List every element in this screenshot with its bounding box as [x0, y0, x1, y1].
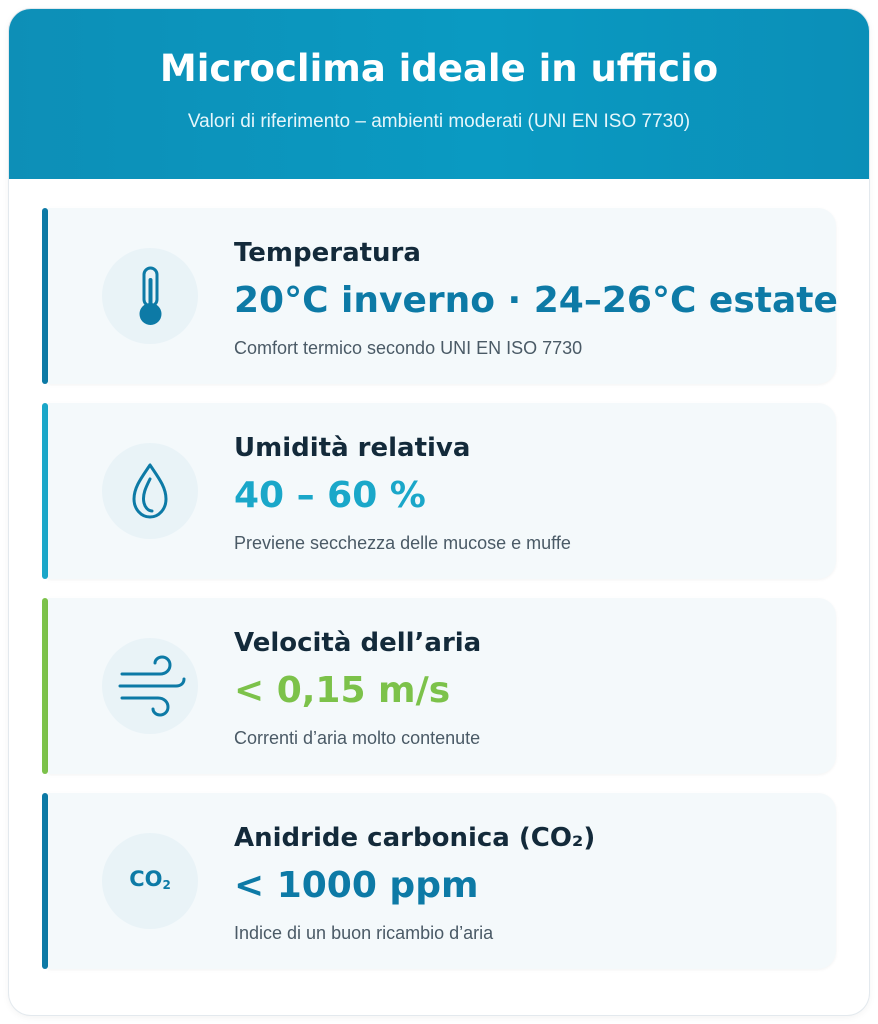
icon-badge — [102, 638, 198, 734]
item-value: < 0,15 m/s — [234, 670, 451, 711]
item-note: Correnti d’aria molto contenute — [234, 728, 481, 748]
item-velocita-aria — [42, 598, 836, 774]
info-card — [9, 9, 869, 1015]
item-label: Umidità relativa — [234, 433, 471, 463]
co2-icon-text: CO — [129, 867, 163, 891]
item-panel — [48, 208, 836, 384]
page-subtitle: Valori di riferimento – ambienti moderati (UNI EN ISO 7730) — [187, 111, 691, 132]
item-temperatura — [42, 208, 836, 384]
icon-badge — [102, 443, 198, 539]
header — [9, 9, 869, 179]
item-panel — [48, 403, 836, 579]
item-panel — [48, 598, 836, 774]
item-value: 20°C inverno · 24–26°C estate — [234, 280, 838, 321]
item-label: Temperatura — [234, 238, 421, 268]
item-umidita — [42, 403, 836, 579]
icon-badge — [102, 833, 198, 929]
item-note: Previene secchezza delle mucose e muffe — [234, 533, 571, 553]
item-anidride-carbonica — [42, 793, 836, 969]
item-note: Comfort termico secondo UNI EN ISO 7730 — [234, 338, 583, 358]
item-value: < 1000 ppm — [234, 865, 479, 906]
item-label: Velocità dell’aria — [234, 628, 482, 658]
item-label: Anidride carbonica (CO₂) — [234, 823, 596, 853]
page-title: Microclima ideale in ufficio — [159, 47, 719, 90]
item-value: 40 – 60 % — [234, 475, 426, 516]
co2-icon — [102, 867, 198, 892]
icon-badge — [102, 248, 198, 344]
thermometer-icon — [102, 248, 198, 344]
wind-icon — [102, 638, 198, 734]
co2-icon-sub: 2 — [162, 878, 171, 892]
item-note: Indice di un buon ricambio d’aria — [234, 923, 494, 943]
water-drop-icon — [102, 443, 198, 539]
item-panel — [48, 793, 836, 969]
